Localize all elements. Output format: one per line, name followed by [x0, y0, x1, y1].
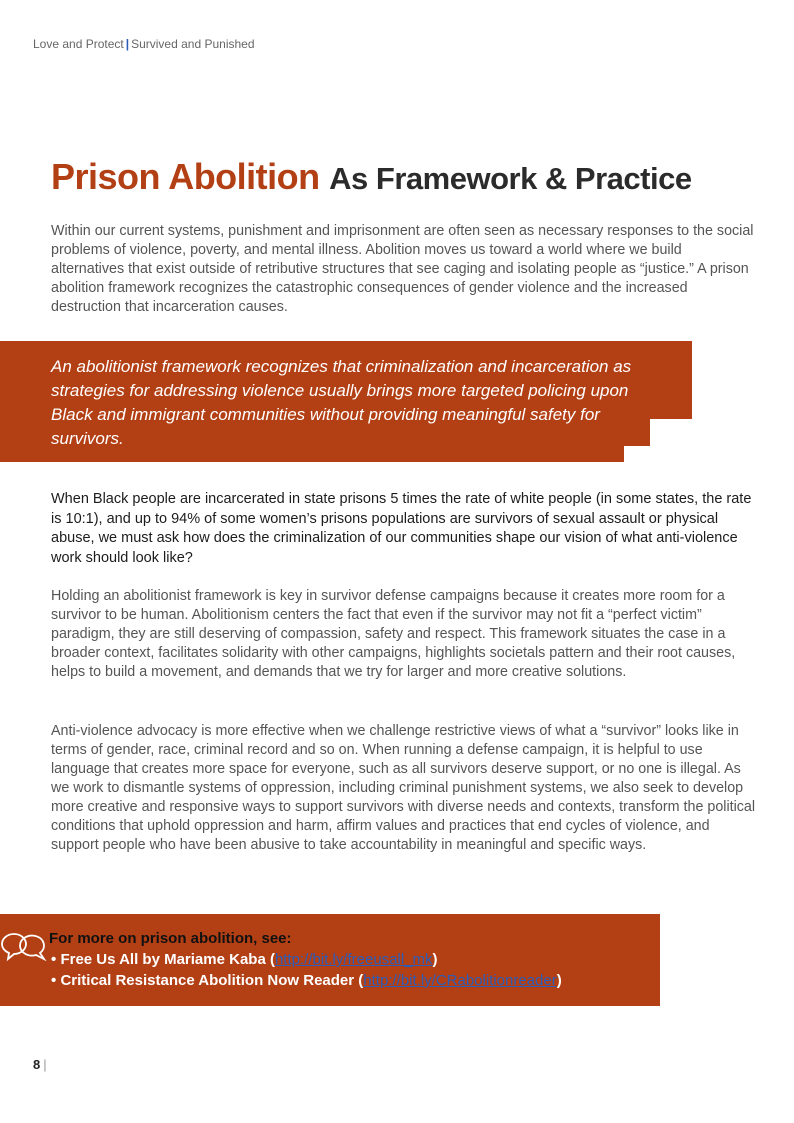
resource-paren-open: (: [269, 951, 275, 968]
pull-quote-box: [0, 341, 692, 462]
page-title: [51, 156, 692, 198]
running-header: [33, 37, 255, 51]
header-section: Survived and Punished: [131, 37, 255, 51]
resources-box: [0, 914, 660, 1006]
resource-item: [51, 949, 562, 970]
resource-label: Free Us All by Mariame Kaba: [60, 951, 266, 968]
pull-quote-text: An abolitionist framework recognizes that criminalization and incarceration as strategies for addressing violence usually brings more targeted policing upon Black and immigrant communities without providing meaningful safety for survivors.: [51, 357, 632, 448]
speech-bubbles-icon: [0, 930, 48, 964]
body-paragraph-3: Anti-violence advocacy is more effective when we challenge restrictive views of what a “survivor” looks like in terms of gender, race, criminal record and so on. When running a defense campaign, it is helpful to use language that creates more space for everyone, such as all survivors deserve support, or no one is illegal. As we work to dismantle systems of oppression, including criminal punishment systems, we also seek to develop more creative and responsive ways to support survivors with diverse needs and contexts, transform the political conditions that uphold oppression and harm, affirm values and practices that end cycles of violence, and support people who have been abusive to take accountability in meaningful and specific ways.: [51, 723, 756, 853]
body-paragraph-2: Holding an abolitionist framework is key in survivor defense campaigns because it creates more room for a survivor to be human. Abolitionism centers the fact that even if the survivor may not fit a “perfect victim” paradigm, they are still deserving of compassion, safety and respect. This framework situates the case in a broader context, facilitates solidarity with other campaigns, highlights societals pattern and their root causes, helps to build a movement, and demands that we try for larger and more creative solutions.: [51, 588, 736, 680]
page-title-accent: Prison Abolition: [51, 156, 320, 197]
resource-link[interactable]: http://bit.ly/CRabolitionreader: [363, 972, 557, 989]
header-publication: Love and Protect: [33, 37, 124, 51]
resources-list: [51, 949, 562, 991]
resources-title: For more on prison abolition, see:: [49, 930, 292, 947]
resource-link[interactable]: http://bit.ly/freeusall_mk: [274, 951, 433, 968]
resource-paren-open: (: [358, 972, 364, 989]
resource-paren-close: ): [432, 951, 438, 968]
statistics-paragraph: When Black people are incarcerated in state prisons 5 times the rate of white people (in some states, the rate is 10:1), and up to 94% of some women’s prisons populations are survivors of sexual assault or physical abuse, we must ask how does the criminalization of our communities shape our vision of what anti-violence work should look like?: [51, 491, 752, 566]
bullet: •: [51, 972, 57, 989]
page-number-separator: |: [43, 1057, 47, 1072]
page-number: [33, 1057, 47, 1072]
page-title-rest: As Framework & Practice: [329, 161, 692, 196]
resource-item: [51, 970, 562, 991]
page-number-value: 8: [33, 1057, 41, 1072]
intro-paragraph: Within our current systems, punishment and imprisonment are often seen as necessary responses to the social problems of violence, poverty, and mental illness. Abolition moves us toward a world where we build alternatives that exist outside of retributive structures that see caging and isolating people as “justice.” A prison abolition framework recognizes the catastrophic consequences of gender violence and the increased destruction that incarceration causes.: [51, 223, 754, 315]
bullet: •: [51, 951, 57, 968]
header-separator: |: [125, 37, 130, 51]
resource-label: Critical Resistance Abolition Now Reader: [60, 972, 355, 989]
resource-paren-close: ): [556, 972, 562, 989]
